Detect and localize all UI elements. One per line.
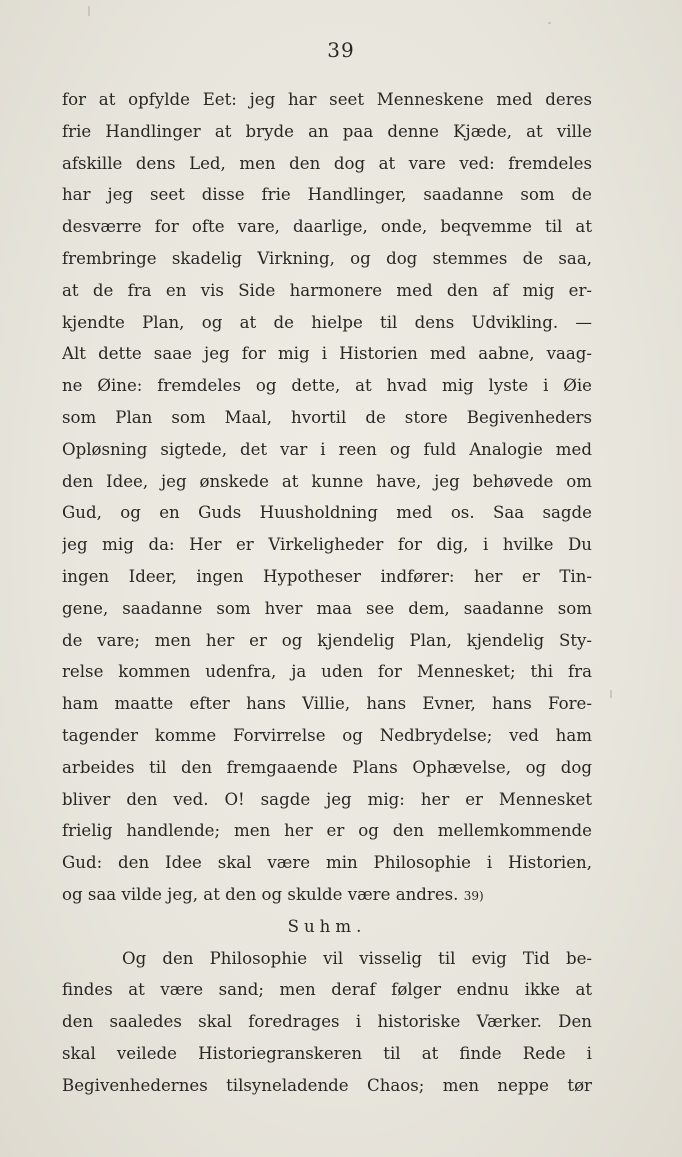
text-line: afskille dens Led, men den dog at vare ved: fremdeles xyxy=(62,153,592,173)
text-line: jeg mig da: Her er Virkeligheder for dig, i hvilke Du xyxy=(62,535,592,555)
paragraph-line: findes at være sand; men deraf følger endnu ikke at xyxy=(62,980,592,1000)
text-line: den Idee, jeg ønskede at kunne have, jeg behøvede om xyxy=(62,471,592,491)
text-line: gene, saadanne som hver maa see dem, saadanne som xyxy=(62,598,592,618)
paragraph-line: Og den Philosophie vil visselig til evig Tid be- xyxy=(122,948,592,968)
print-speck xyxy=(548,22,551,24)
text-line: Gud, og en Guds Huusholdning med os. Saa sagde xyxy=(62,503,592,523)
text-line: Alt dette saae jeg for mig i Historien med aabne, vaag- xyxy=(62,344,592,364)
text-line: ne Øine: fremdeles og dette, at hvad mig lyste i Øie xyxy=(62,376,592,396)
text-line: ham maatte efter hans Villie, hans Evner, hans Fore- xyxy=(62,694,592,714)
text-line: arbeides til den fremgaaende Plans Ophævelse, og dog xyxy=(62,757,592,777)
page-number: 39 xyxy=(327,38,355,62)
footnote-ref: 39) xyxy=(463,888,484,903)
text-line: at de fra en vis Side harmonere med den af mig er- xyxy=(62,280,592,300)
text-line-content: og saa vilde jeg, at den og skulde være andres. xyxy=(62,884,459,904)
text-line: frielig handlende; men her er og den mellemkommende xyxy=(62,821,592,841)
text-line: Gud: den Idee skal være min Philosophie i Historien, xyxy=(62,853,592,873)
paragraph-line: skal veilede Historiegranskeren til at finde Rede i xyxy=(62,1043,592,1063)
paragraph-line: Begivenhedernes tilsyneladende Chaos; men neppe tør xyxy=(62,1075,592,1095)
main-text xyxy=(62,84,592,1102)
text-line: frie Handlinger at bryde an paa denne Kjæde, at ville xyxy=(62,121,592,141)
text-line: frembringe skadelig Virkning, og dog stemmes de saa, xyxy=(62,248,592,268)
text-line xyxy=(62,879,592,911)
text-line: tagender komme Forvirrelse og Nedbrydelse; ved ham xyxy=(62,725,592,745)
signature: Suhm. xyxy=(287,916,367,936)
text-line: har jeg seet disse frie Handlinger, saadanne som de xyxy=(62,185,592,205)
text-line: relse kommen udenfra, ja uden for Mennesket; thi fra xyxy=(62,662,592,682)
text-line: ingen Ideer, ingen Hypotheser indfører: her er Tin- xyxy=(62,566,592,586)
text-line: bliver den ved. O! sagde jeg mig: her er Mennesket xyxy=(62,789,592,809)
text-line: desværre for ofte vare, daarlige, onde, beqvemme til at xyxy=(62,217,592,237)
text-line: Opløsning sigtede, det var i reen og fuld Analogie med xyxy=(62,439,592,459)
text-line: de vare; men her er og kjendelig Plan, kjendelig Sty- xyxy=(62,630,592,650)
text-line: for at opfylde Eet: jeg har seet Menneskene med deres xyxy=(62,90,592,109)
paragraph-line: den saaledes skal foredrages i historiske Værker. Den xyxy=(62,1012,592,1032)
text-line: kjendte Plan, og at de hielpe til dens Udvikling. — xyxy=(62,312,592,332)
print-speck xyxy=(610,690,612,698)
text-line: som Plan som Maal, hvortil de store Begivenheders xyxy=(62,407,592,427)
print-speck xyxy=(88,6,90,16)
